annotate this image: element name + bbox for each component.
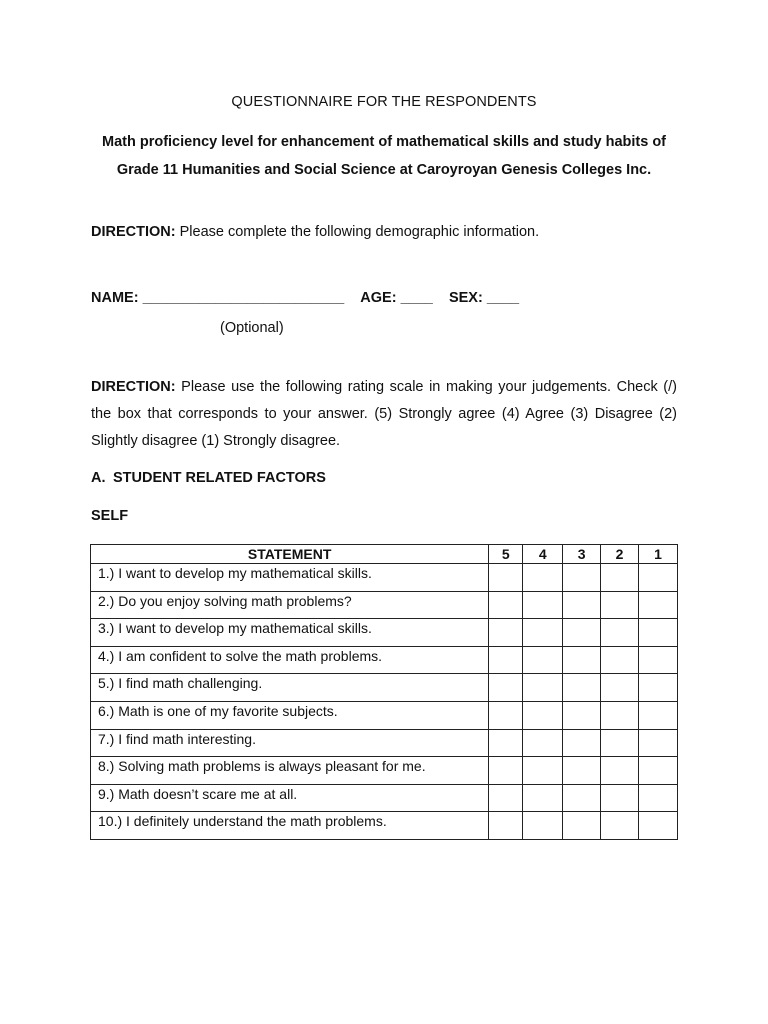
study-title-line-2: Grade 11 Humanities and Social Science at Caroyroyan Genesis Colleges Inc. <box>116 162 652 178</box>
direction-text: Please complete the following demographic information. <box>175 224 540 240</box>
rating-box-3[interactable] <box>563 619 601 647</box>
sex-label: SEX: <box>448 290 483 306</box>
statement-cell: 7.) I find math interesting. <box>91 729 489 757</box>
table-row <box>91 591 678 619</box>
rating-box-2[interactable] <box>601 729 639 757</box>
rating-box-2[interactable] <box>601 646 639 674</box>
rating-box-1[interactable] <box>639 729 678 757</box>
statement-cell: 5.) I find math challenging. <box>91 674 489 702</box>
rating-box-1[interactable] <box>639 619 678 647</box>
rating-box-3[interactable] <box>563 674 601 702</box>
rating-box-4[interactable] <box>523 784 563 812</box>
rating-direction <box>91 374 677 455</box>
rating-box-2[interactable] <box>601 701 639 729</box>
direction-label: DIRECTION: <box>91 224 176 240</box>
study-title <box>80 128 688 184</box>
table-row <box>91 812 678 840</box>
statement-cell: 6.) Math is one of my favorite subjects. <box>91 701 489 729</box>
rating-box-4[interactable] <box>523 646 563 674</box>
name-label: NAME: <box>91 290 139 306</box>
section-number: A. <box>91 470 106 486</box>
name-field[interactable]: _________________________ <box>142 290 345 306</box>
rating-box-4[interactable] <box>523 619 563 647</box>
rating-box-2[interactable] <box>601 619 639 647</box>
scale-header-3: 3 <box>563 545 601 564</box>
section-heading <box>91 470 326 486</box>
table-header-row <box>91 545 678 564</box>
table-row <box>91 619 678 647</box>
sex-field[interactable]: ____ <box>486 290 520 306</box>
rating-box-4[interactable] <box>523 591 563 619</box>
rating-box-1[interactable] <box>639 812 678 840</box>
rating-box-5[interactable] <box>489 674 523 702</box>
section-title: STUDENT RELATED FACTORS <box>113 470 326 486</box>
age-field[interactable]: ____ <box>400 290 433 306</box>
scale-header-2: 2 <box>601 545 639 564</box>
study-title-line-1: Math proficiency level for enhancement of mathematical skills and study habits of <box>101 134 667 150</box>
rating-box-4[interactable] <box>523 757 563 785</box>
statement-cell: 8.) Solving math problems is always pleasant for me. <box>91 757 489 785</box>
rating-box-4[interactable] <box>523 812 563 840</box>
rating-table <box>90 544 678 840</box>
statement-cell: 9.) Math doesn’t scare me at all. <box>91 784 489 812</box>
rating-box-1[interactable] <box>639 646 678 674</box>
scale-header-4: 4 <box>523 545 563 564</box>
rating-box-3[interactable] <box>563 701 601 729</box>
table-row <box>91 646 678 674</box>
statement-header: STATEMENT <box>91 545 489 564</box>
direction-text: Please use the following rating scale in making your judgements. Check (/) the box that corresponds to your answer. (5) Strongly agree (4) Agree (3) Disagree (2) Slightly disagree (1) Strongly disagree. <box>91 379 677 449</box>
rating-box-1[interactable] <box>639 701 678 729</box>
statement-cell: 2.) Do you enjoy solving math problems? <box>91 591 489 619</box>
rating-box-4[interactable] <box>523 674 563 702</box>
rating-box-2[interactable] <box>601 757 639 785</box>
rating-box-3[interactable] <box>563 812 601 840</box>
rating-box-1[interactable] <box>639 564 678 592</box>
rating-box-5[interactable] <box>489 784 523 812</box>
rating-box-5[interactable] <box>489 564 523 592</box>
page-title: QUESTIONNAIRE FOR THE RESPONDENTS <box>231 94 537 110</box>
demographic-fields <box>91 290 519 306</box>
demographic-direction <box>91 224 539 240</box>
table-row <box>91 784 678 812</box>
rating-box-4[interactable] <box>523 564 563 592</box>
rating-box-3[interactable] <box>563 564 601 592</box>
rating-box-1[interactable] <box>639 674 678 702</box>
rating-box-2[interactable] <box>601 564 639 592</box>
rating-box-3[interactable] <box>563 784 601 812</box>
scale-header-1: 1 <box>639 545 678 564</box>
table-row <box>91 674 678 702</box>
subsection-heading: SELF <box>91 508 129 524</box>
table-row <box>91 729 678 757</box>
statement-cell: 4.) I am confident to solve the math problems. <box>91 646 489 674</box>
rating-box-5[interactable] <box>489 619 523 647</box>
table-row <box>91 701 678 729</box>
rating-box-3[interactable] <box>563 729 601 757</box>
rating-box-5[interactable] <box>489 812 523 840</box>
rating-box-4[interactable] <box>523 701 563 729</box>
rating-box-2[interactable] <box>601 784 639 812</box>
rating-box-2[interactable] <box>601 674 639 702</box>
rating-box-5[interactable] <box>489 646 523 674</box>
rating-box-5[interactable] <box>489 729 523 757</box>
rating-box-3[interactable] <box>563 757 601 785</box>
rating-box-3[interactable] <box>563 646 601 674</box>
age-label: AGE: <box>360 290 397 306</box>
rating-box-1[interactable] <box>639 784 678 812</box>
rating-box-5[interactable] <box>489 757 523 785</box>
optional-note: (Optional) <box>220 320 284 336</box>
rating-box-1[interactable] <box>639 757 678 785</box>
table-row <box>91 757 678 785</box>
statement-cell: 10.) I definitely understand the math problems. <box>91 812 489 840</box>
statement-cell: 1.) I want to develop my mathematical skills. <box>91 564 489 592</box>
scale-header-5: 5 <box>489 545 523 564</box>
statement-cell: 3.) I want to develop my mathematical skills. <box>91 619 489 647</box>
rating-box-5[interactable] <box>489 701 523 729</box>
rating-box-2[interactable] <box>601 812 639 840</box>
rating-box-3[interactable] <box>563 591 601 619</box>
rating-box-4[interactable] <box>523 729 563 757</box>
rating-box-5[interactable] <box>489 591 523 619</box>
rating-box-1[interactable] <box>639 591 678 619</box>
rating-box-2[interactable] <box>601 591 639 619</box>
direction-label: DIRECTION: <box>91 379 176 395</box>
table-row <box>91 564 678 592</box>
